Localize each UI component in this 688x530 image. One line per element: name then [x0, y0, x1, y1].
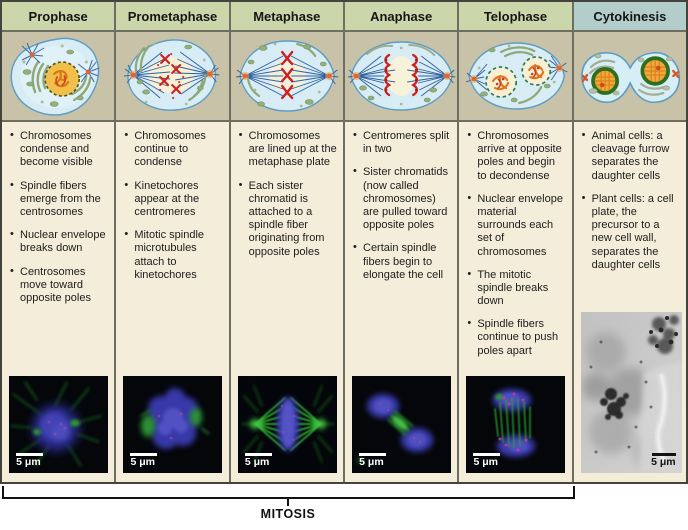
prophase-bullet-list — [9, 130, 108, 315]
cytokinesis-bullet-list — [581, 130, 680, 282]
bullet-item: • Spindle fibers continue to push poles apart — [466, 318, 565, 358]
scale-bar-label: 5 μm — [16, 456, 41, 469]
prophase-cell-illustration — [2, 32, 114, 120]
column-header-label: Metaphase — [253, 8, 321, 24]
metaphase-bullet-list — [238, 130, 337, 269]
telophase-micrograph — [466, 376, 565, 473]
bullet-item: • Nuclear envelope breaks down — [9, 229, 108, 255]
bullet-item: • Plant cells: a cell plate, the precursor to a new cell wall, separates the daughter cells — [581, 193, 680, 272]
cytokinesis-cell-illustration — [574, 32, 686, 120]
column-header-label: Anaphase — [370, 8, 433, 24]
prometaphase-micrograph — [123, 376, 222, 473]
column-header-prophase — [2, 2, 114, 30]
cytokinesis-description-cell — [574, 122, 686, 482]
metaphase-micrograph — [238, 376, 337, 473]
bullet-item: • Each sister chromatid is attached to a spindle fiber originating from opposite poles — [238, 180, 337, 259]
mitosis-bracket-tick — [287, 497, 289, 506]
bullet-item: • Chromosomes are lined up at the metaphase plate — [238, 130, 337, 170]
scale-bar-label: 5 μm — [651, 456, 676, 469]
telophase-cell-illustration — [459, 32, 571, 120]
bullet-item: • Centromeres split in two — [352, 130, 451, 156]
mitosis-label: MITOSIS — [260, 507, 316, 521]
cytokinesis-electron-micrograph — [581, 312, 682, 473]
bullet-item: • Chromosomes continue to condense — [123, 130, 222, 170]
scale-bar — [245, 453, 272, 469]
column-header-prometaphase — [116, 2, 228, 30]
telophase-bullet-list — [466, 130, 565, 368]
anaphase-bullet-list — [352, 130, 451, 292]
scale-bar — [130, 453, 157, 469]
bullet-item: • Nuclear envelope material surrounds each set of chromosomes — [466, 193, 565, 259]
column-header-label: Cytokinesis — [593, 8, 667, 24]
bullet-item: • Animal cells: a cleavage furrow separates the daughter cells — [581, 130, 680, 183]
column-header-anaphase — [345, 2, 457, 30]
column-header-telophase — [459, 2, 571, 30]
metaphase-description-cell — [231, 122, 343, 482]
scale-bar — [16, 453, 43, 469]
telophase-description-cell — [459, 122, 571, 482]
column-header-metaphase — [231, 2, 343, 30]
scale-bar — [359, 453, 386, 469]
scale-bar — [651, 453, 676, 469]
column-header-cytokinesis — [574, 2, 686, 30]
prophase-description-cell — [2, 122, 114, 482]
bullet-item: • Kinetochores appear at the centromeres — [123, 180, 222, 220]
scale-bar-label: 5 μm — [473, 456, 499, 469]
prometaphase-description-cell — [116, 122, 228, 482]
prometaphase-cell-illustration — [116, 32, 228, 120]
bullet-item: • Certain spindle fibers begin to elongate the cell — [352, 242, 451, 282]
bullet-item: • Centrosomes move toward opposite poles — [9, 266, 108, 306]
scale-bar-label: 5 μm — [130, 456, 156, 469]
bullet-item: • Chromosomes arrive at opposite poles and begin to decondense — [466, 130, 565, 183]
bullet-item: • The mitotic spindle breaks down — [466, 269, 565, 309]
prophase-micrograph — [9, 376, 108, 473]
scale-bar — [473, 453, 500, 469]
prometaphase-bullet-list — [123, 130, 222, 292]
bullet-item: • Chromosomes condense and become visible — [9, 130, 108, 170]
column-header-label: Telophase — [483, 8, 548, 24]
anaphase-description-cell — [345, 122, 457, 482]
column-header-label: Prophase — [28, 8, 88, 24]
bullet-item: • Spindle fibers emerge from the centrosomes — [9, 180, 108, 220]
anaphase-cell-illustration — [345, 32, 457, 120]
scale-bar-label: 5 μm — [244, 456, 270, 469]
bullet-item: • Sister chromatids (now called chromosomes) are pulled toward opposite poles — [352, 166, 451, 232]
metaphase-cell-illustration — [231, 32, 343, 120]
scale-bar-label: 5 μm — [359, 456, 384, 469]
anaphase-micrograph — [352, 376, 451, 473]
column-header-label: Prometaphase — [127, 8, 218, 24]
bullet-item: • Mitotic spindle microtubules attach to kinetochores — [123, 229, 222, 282]
